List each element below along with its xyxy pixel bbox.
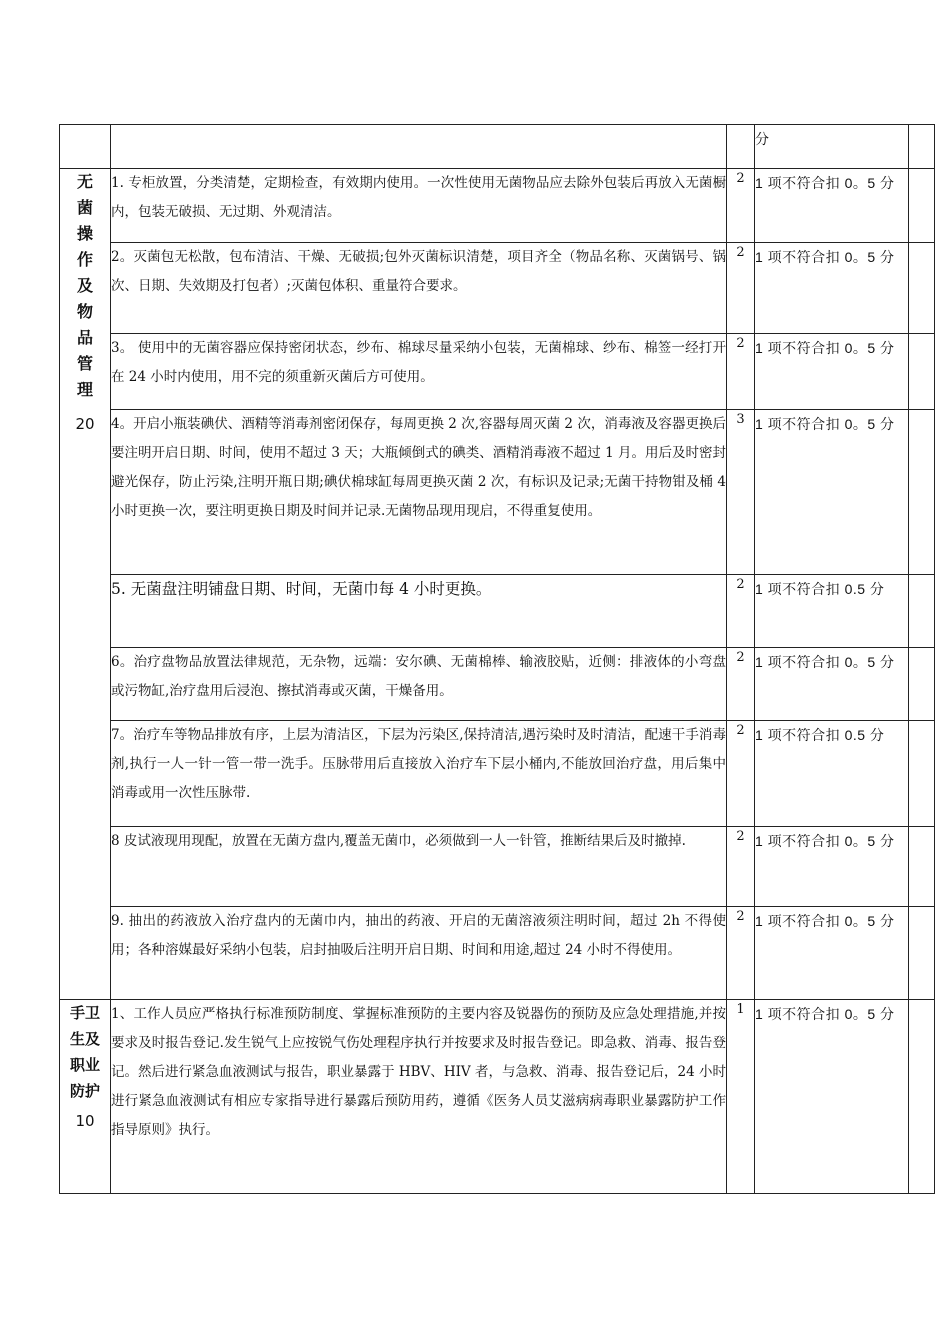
remark-cell (909, 827, 935, 907)
remark-cell (909, 575, 935, 648)
item-points: 3 (727, 410, 755, 575)
item-criteria: 1 项不符合扣 0。5 分 (755, 648, 909, 721)
item-text: 7。治疗车等物品排放有序，上层为清洁区，下层为污染区,保持清洁,遇污染时及时清洁，配速干手消毒剂,执行一人一针一管一带一洗手。压脉带用后直接放入治疗车下层小桶内,不能放回治疗盘，用后集中消毒或用一次性压脉带. (111, 721, 727, 827)
remark-cell (909, 169, 935, 243)
item-text: 8 皮试液现用现配，放置在无菌方盘内,覆盖无菌巾，必须做到一人一针管，推断结果后及时撤掉. (111, 827, 727, 907)
item-text: 2。灭菌包无松散，包布清洁、干燥、无破损;包外灭菌标识清楚，项目齐全（物品名称、灭菌锅号、锅次、日期、失效期及打包者）;灭菌包体积、重量符合要求。 (111, 243, 727, 334)
inspection-table (59, 124, 935, 1194)
continuation-row (60, 125, 935, 169)
item-points: 2 (727, 648, 755, 721)
item-text: 1. 专柜放置，分类清楚，定期检查，有效期内使用。一次性使用无菌物品应去除外包装后再放入无菌橱内，包装无破损、无过期、外观清洁。 (111, 169, 727, 243)
table-row (60, 827, 935, 907)
category-hand-hygiene: 手卫 生及 职业 防护 10 (60, 1000, 111, 1194)
category-cell (60, 125, 111, 169)
content-cell (111, 125, 727, 169)
remark-cell (909, 648, 935, 721)
item-points: 2 (727, 827, 755, 907)
remark-cell (909, 243, 935, 334)
remark-cell (909, 907, 935, 1000)
points-cell (727, 125, 755, 169)
item-points: 2 (727, 169, 755, 243)
table-row (60, 575, 935, 648)
table-row (60, 907, 935, 1000)
table-row (60, 648, 935, 721)
remark-cell (909, 1000, 935, 1194)
item-criteria: 1 项不符合扣 0。5 分 (755, 243, 909, 334)
item-points: 1 (727, 1000, 755, 1194)
item-criteria: 1 项不符合扣 0。5 分 (755, 169, 909, 243)
item-criteria: 1 项不符合扣 0.5 分 (755, 575, 909, 648)
category-score: 10 (75, 1112, 95, 1130)
item-text: 4。开启小瓶装碘伏、酒精等消毒剂密闭保存，每周更换 2 次,容器每周灭菌 2 次，消毒液及容器更换后要注明开启日期、时间，使用不超过 3 天；大瓶倾倒式的碘类、酒精消毒液不超过 1 月。用后及时密封避光保存，防止污染,注明开瓶日期;碘伏棉球缸每周更换灭菌 2 次，有标识及记录;无菌干持物钳及桶 4 小时更换一次，要注明更换日期及时间并记录.无菌物品现用现启，不得重复使用。 (111, 410, 727, 575)
item-criteria: 1 项不符合扣 0。5 分 (755, 827, 909, 907)
item-criteria: 1 项不符合扣 0。5 分 (755, 410, 909, 575)
item-text: 5. 无菌盘注明铺盘日期、时间，无菌巾每 4 小时更换。 (111, 575, 727, 648)
table-row (60, 1000, 935, 1194)
item-points: 2 (727, 721, 755, 827)
table-row (60, 243, 935, 334)
item-points: 2 (727, 575, 755, 648)
item-points: 2 (727, 243, 755, 334)
table-row (60, 169, 935, 243)
item-criteria: 1 项不符合扣 0。5 分 (755, 1000, 909, 1194)
table-row (60, 410, 935, 575)
item-text: 6。治疗盘物品放置法律规范，无杂物，远端：安尔碘、无菌棉棒、输液胶贴，近侧：排液体的小弯盘或污物缸,治疗盘用后浸泡、擦拭消毒或灭菌，干燥备用。 (111, 648, 727, 721)
item-criteria: 1 项不符合扣 0.5 分 (755, 721, 909, 827)
remark-cell (909, 721, 935, 827)
remark-cell (909, 410, 935, 575)
category-aseptic: 无 菌 操 作 及 物 品 管 理 20 (60, 169, 111, 1000)
item-points: 2 (727, 334, 755, 410)
remark-cell (909, 334, 935, 410)
item-criteria: 1 项不符合扣 0。5 分 (755, 907, 909, 1000)
remark-cell (909, 125, 935, 169)
table-row (60, 334, 935, 410)
item-text: 9. 抽出的药液放入治疗盘内的无菌巾内，抽出的药液、开启的无菌溶液须注明时间，超过 2h 不得使用；各种溶媒最好采纳小包装，启封抽吸后注明开启日期、时间和用途,超过 24 小时不得使用。 (111, 907, 727, 1000)
item-points: 2 (727, 907, 755, 1000)
item-criteria: 1 项不符合扣 0。5 分 (755, 334, 909, 410)
item-text: 1、工作人员应严格执行标准预防制度、掌握标准预防的主要内容及锐器伤的预防及应急处理措施,并按要求及时报告登记.发生锐气上应按锐气伤处理程序执行并按要求及时报告登记。即急救、消毒、报告登记。然后进行紧急血液测试与报告，职业暴露于 HBV、HIV 者，与急救、消毒、报告登记后，24 小时进行紧急血液测试有相应专家指导进行暴露后预防用药，遵循《医务人员艾滋病病毒职业暴露防护工作指导原则》执行。 (111, 1000, 727, 1194)
table-row (60, 721, 935, 827)
criteria-cell: 分 (755, 125, 909, 169)
item-text: 3。 使用中的无菌容器应保持密闭状态，纱布、棉球尽量采纳小包装，无菌棉球、纱布、棉签一经打开在 24 小时内使用，用不完的须重新灭菌后方可使用。 (111, 334, 727, 410)
category-score: 20 (75, 415, 95, 433)
